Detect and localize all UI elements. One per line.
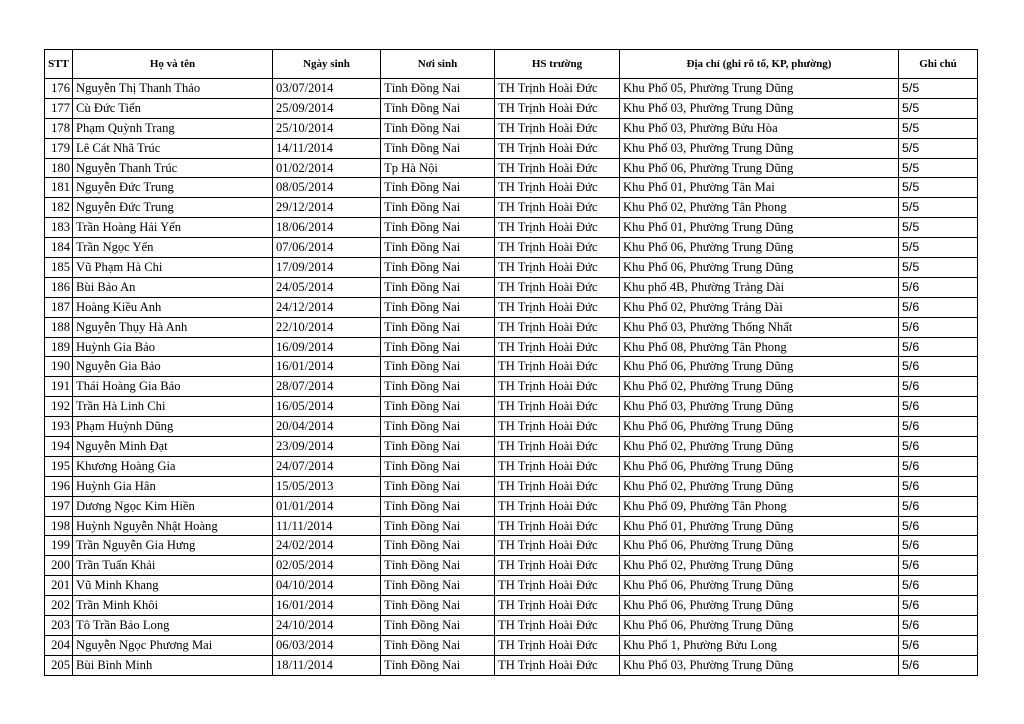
cell-birthplace: Tỉnh Đồng Nai: [381, 437, 495, 457]
cell-note: 5/6: [899, 516, 978, 536]
cell-birthdate: 01/02/2014: [273, 158, 381, 178]
cell-birthdate: 25/09/2014: [273, 98, 381, 118]
cell-note: 5/6: [899, 417, 978, 437]
cell-note: 5/5: [899, 138, 978, 158]
cell-school: TH Trịnh Hoài Đức: [495, 218, 620, 238]
cell-stt: 181: [45, 178, 73, 198]
cell-birthplace: Tỉnh Đồng Nai: [381, 576, 495, 596]
cell-birthplace: Tỉnh Đồng Nai: [381, 616, 495, 636]
cell-address: Khu Phố 02, Phường Trung Dũng: [620, 556, 899, 576]
cell-address: Khu Phố 01, Phường Tân Mai: [620, 178, 899, 198]
cell-name: Vũ Minh Khang: [73, 576, 273, 596]
cell-stt: 193: [45, 417, 73, 437]
cell-name: Phạm Quỳnh Trang: [73, 118, 273, 138]
cell-birthplace: Tỉnh Đồng Nai: [381, 218, 495, 238]
cell-school: TH Trịnh Hoài Đức: [495, 556, 620, 576]
table-row: [45, 98, 978, 118]
cell-birthdate: 24/02/2014: [273, 536, 381, 556]
cell-address: Khu Phố 02, Phường Trung Dũng: [620, 476, 899, 496]
cell-note: 5/6: [899, 437, 978, 457]
cell-school: TH Trịnh Hoài Đức: [495, 377, 620, 397]
table-row: [45, 437, 978, 457]
cell-address: Khu Phố 06, Phường Trung Dũng: [620, 258, 899, 278]
cell-address: Khu Phố 06, Phường Trung Dũng: [620, 616, 899, 636]
cell-name: Phạm Huỳnh Dũng: [73, 417, 273, 437]
cell-birthplace: Tỉnh Đồng Nai: [381, 357, 495, 377]
cell-name: Huỳnh Nguyễn Nhật Hoàng: [73, 516, 273, 536]
cell-note: 5/5: [899, 218, 978, 238]
cell-birthdate: 24/07/2014: [273, 456, 381, 476]
cell-school: TH Trịnh Hoài Đức: [495, 98, 620, 118]
cell-name: Huỳnh Gia Hân: [73, 476, 273, 496]
cell-birthdate: 04/10/2014: [273, 576, 381, 596]
cell-address: Khu Phố 09, Phường Tân Phong: [620, 496, 899, 516]
cell-address: Khu Phố 06, Phường Trung Dũng: [620, 238, 899, 258]
cell-address: Khu Phố 05, Phường Trung Dũng: [620, 79, 899, 99]
cell-address: Khu Phố 03, Phường Trung Dũng: [620, 138, 899, 158]
cell-stt: 192: [45, 397, 73, 417]
cell-note: 5/6: [899, 357, 978, 377]
cell-school: TH Trịnh Hoài Đức: [495, 297, 620, 317]
table-row: [45, 576, 978, 596]
cell-birthplace: Tỉnh Đồng Nai: [381, 79, 495, 99]
cell-school: TH Trịnh Hoài Đức: [495, 496, 620, 516]
cell-note: 5/6: [899, 456, 978, 476]
cell-school: TH Trịnh Hoài Đức: [495, 258, 620, 278]
table-row: [45, 635, 978, 655]
cell-stt: 178: [45, 118, 73, 138]
cell-birthplace: Tỉnh Đồng Nai: [381, 596, 495, 616]
cell-name: Nguyễn Thị Thanh Thảo: [73, 79, 273, 99]
cell-note: 5/5: [899, 118, 978, 138]
cell-school: TH Trịnh Hoài Đức: [495, 198, 620, 218]
cell-name: Bùi Bình Minh: [73, 655, 273, 675]
cell-birthplace: Tỉnh Đồng Nai: [381, 655, 495, 675]
col-header-birthdate: Ngày sinh: [273, 50, 381, 79]
cell-stt: 185: [45, 258, 73, 278]
table-row: [45, 337, 978, 357]
cell-name: Nguyễn Gia Bảo: [73, 357, 273, 377]
cell-birthplace: Tỉnh Đồng Nai: [381, 556, 495, 576]
cell-birthdate: 18/11/2014: [273, 655, 381, 675]
table-row: [45, 158, 978, 178]
cell-name: Nguyễn Ngọc Phương Mai: [73, 635, 273, 655]
cell-address: Khu Phố 08, Phường Tân Phong: [620, 337, 899, 357]
cell-birthdate: 11/11/2014: [273, 516, 381, 536]
cell-birthplace: Tỉnh Đồng Nai: [381, 98, 495, 118]
cell-birthdate: 24/10/2014: [273, 616, 381, 636]
table-row: [45, 277, 978, 297]
cell-name: Trần Tuấn Khải: [73, 556, 273, 576]
cell-birthdate: 16/05/2014: [273, 397, 381, 417]
col-header-birthplace: Nơi sinh: [381, 50, 495, 79]
cell-school: TH Trịnh Hoài Đức: [495, 158, 620, 178]
cell-address: Khu Phố 02, Phường Trung Dũng: [620, 437, 899, 457]
cell-school: TH Trịnh Hoài Đức: [495, 655, 620, 675]
cell-note: 5/6: [899, 337, 978, 357]
cell-birthplace: Tỉnh Đồng Nai: [381, 317, 495, 337]
cell-address: Khu Phố 06, Phường Trung Dũng: [620, 417, 899, 437]
table-row: [45, 496, 978, 516]
cell-school: TH Trịnh Hoài Đức: [495, 635, 620, 655]
cell-address: Khu Phố 02, Phường Tân Phong: [620, 198, 899, 218]
cell-school: TH Trịnh Hoài Đức: [495, 178, 620, 198]
table-row: [45, 218, 978, 238]
col-header-address: Địa chỉ (ghi rõ tổ, KP, phường): [620, 50, 899, 79]
cell-stt: 191: [45, 377, 73, 397]
cell-school: TH Trịnh Hoài Đức: [495, 317, 620, 337]
cell-school: TH Trịnh Hoài Đức: [495, 516, 620, 536]
cell-stt: 188: [45, 317, 73, 337]
table-row: [45, 297, 978, 317]
cell-name: Nguyễn Thụy Hà Anh: [73, 317, 273, 337]
cell-address: Khu Phố 03, Phường Thống Nhất: [620, 317, 899, 337]
cell-note: 5/6: [899, 317, 978, 337]
cell-school: TH Trịnh Hoài Đức: [495, 476, 620, 496]
cell-address: Khu Phố 01, Phường Trung Dũng: [620, 516, 899, 536]
cell-birthdate: 29/12/2014: [273, 198, 381, 218]
cell-birthplace: Tỉnh Đồng Nai: [381, 297, 495, 317]
cell-note: 5/6: [899, 635, 978, 655]
table-row: [45, 536, 978, 556]
cell-address: Khu Phố 06, Phường Trung Dũng: [620, 456, 899, 476]
cell-name: Trần Ngọc Yến: [73, 238, 273, 258]
cell-birthdate: 24/12/2014: [273, 297, 381, 317]
cell-birthplace: Tỉnh Đồng Nai: [381, 417, 495, 437]
cell-school: TH Trịnh Hoài Đức: [495, 576, 620, 596]
table-row: [45, 616, 978, 636]
cell-address: Khu phố 4B, Phường Trảng Dài: [620, 277, 899, 297]
cell-note: 5/5: [899, 198, 978, 218]
table-row: [45, 476, 978, 496]
cell-stt: 195: [45, 456, 73, 476]
cell-birthplace: Tỉnh Đồng Nai: [381, 337, 495, 357]
cell-note: 5/6: [899, 616, 978, 636]
cell-stt: 204: [45, 635, 73, 655]
cell-school: TH Trịnh Hoài Đức: [495, 397, 620, 417]
cell-note: 5/6: [899, 576, 978, 596]
cell-address: Khu Phố 1, Phường Bửu Long: [620, 635, 899, 655]
cell-birthplace: Tỉnh Đồng Nai: [381, 178, 495, 198]
cell-note: 5/6: [899, 297, 978, 317]
cell-address: Khu Phố 02, Phường Trung Dũng: [620, 377, 899, 397]
cell-name: Khương Hoàng Gia: [73, 456, 273, 476]
cell-birthdate: 03/07/2014: [273, 79, 381, 99]
cell-birthplace: Tp Hà Nội: [381, 158, 495, 178]
cell-name: Dương Ngọc Kim Hiền: [73, 496, 273, 516]
col-header-name: Họ và tên: [73, 50, 273, 79]
col-header-note: Ghi chú: [899, 50, 978, 79]
cell-birthdate: 01/01/2014: [273, 496, 381, 516]
cell-birthplace: Tỉnh Đồng Nai: [381, 258, 495, 278]
cell-birthplace: Tỉnh Đồng Nai: [381, 635, 495, 655]
cell-address: Khu Phố 06, Phường Trung Dũng: [620, 536, 899, 556]
cell-stt: 179: [45, 138, 73, 158]
cell-birthplace: Tỉnh Đồng Nai: [381, 377, 495, 397]
cell-birthdate: 14/11/2014: [273, 138, 381, 158]
cell-note: 5/5: [899, 258, 978, 278]
cell-school: TH Trịnh Hoài Đức: [495, 456, 620, 476]
cell-school: TH Trịnh Hoài Đức: [495, 238, 620, 258]
cell-birthplace: Tỉnh Đồng Nai: [381, 397, 495, 417]
table-row: [45, 516, 978, 536]
cell-address: Khu Phố 02, Phường Trảng Dài: [620, 297, 899, 317]
cell-address: Khu Phố 01, Phường Trung Dũng: [620, 218, 899, 238]
cell-stt: 199: [45, 536, 73, 556]
table-row: [45, 79, 978, 99]
col-header-school: HS trường: [495, 50, 620, 79]
cell-school: TH Trịnh Hoài Đức: [495, 337, 620, 357]
cell-name: Vũ Phạm Hà Chi: [73, 258, 273, 278]
table-body: [45, 79, 978, 676]
cell-name: Cù Đức Tiến: [73, 98, 273, 118]
cell-note: 5/6: [899, 596, 978, 616]
cell-stt: 197: [45, 496, 73, 516]
cell-name: Bùi Bảo An: [73, 277, 273, 297]
table-row: [45, 357, 978, 377]
cell-birthdate: 22/10/2014: [273, 317, 381, 337]
cell-school: TH Trịnh Hoài Đức: [495, 536, 620, 556]
cell-name: Nguyễn Minh Đạt: [73, 437, 273, 457]
cell-school: TH Trịnh Hoài Đức: [495, 138, 620, 158]
table-row: [45, 138, 978, 158]
cell-school: TH Trịnh Hoài Đức: [495, 437, 620, 457]
cell-address: Khu Phố 03, Phường Trung Dũng: [620, 98, 899, 118]
cell-note: 5/6: [899, 476, 978, 496]
cell-name: Nguyễn Thanh Trúc: [73, 158, 273, 178]
cell-stt: 186: [45, 277, 73, 297]
cell-note: 5/5: [899, 158, 978, 178]
cell-name: Trần Nguyễn Gia Hưng: [73, 536, 273, 556]
cell-note: 5/6: [899, 496, 978, 516]
cell-birthplace: Tỉnh Đồng Nai: [381, 536, 495, 556]
table-row: [45, 456, 978, 476]
cell-note: 5/5: [899, 98, 978, 118]
cell-birthdate: 17/09/2014: [273, 258, 381, 278]
cell-birthdate: 25/10/2014: [273, 118, 381, 138]
cell-birthdate: 06/03/2014: [273, 635, 381, 655]
cell-birthplace: Tỉnh Đồng Nai: [381, 118, 495, 138]
table-row: [45, 655, 978, 675]
cell-name: Tô Trần Bảo Long: [73, 616, 273, 636]
cell-note: 5/6: [899, 655, 978, 675]
cell-stt: 194: [45, 437, 73, 457]
cell-school: TH Trịnh Hoài Đức: [495, 417, 620, 437]
cell-stt: 201: [45, 576, 73, 596]
table-row: [45, 238, 978, 258]
cell-birthplace: Tỉnh Đồng Nai: [381, 496, 495, 516]
cell-name: Lê Cát Nhã Trúc: [73, 138, 273, 158]
cell-stt: 190: [45, 357, 73, 377]
cell-note: 5/6: [899, 377, 978, 397]
cell-address: Khu Phố 03, Phường Trung Dũng: [620, 397, 899, 417]
cell-name: Huỳnh Gia Bảo: [73, 337, 273, 357]
table-row: [45, 556, 978, 576]
cell-name: Hoàng Kiều Anh: [73, 297, 273, 317]
cell-name: Nguyễn Đức Trung: [73, 198, 273, 218]
col-header-stt: STT: [45, 50, 73, 79]
table-row: [45, 377, 978, 397]
table-row: [45, 317, 978, 337]
cell-birthdate: 16/01/2014: [273, 357, 381, 377]
student-roster-table: [44, 49, 978, 676]
cell-birthplace: Tỉnh Đồng Nai: [381, 476, 495, 496]
table-row: [45, 596, 978, 616]
table-row: [45, 258, 978, 278]
cell-stt: 187: [45, 297, 73, 317]
cell-stt: 176: [45, 79, 73, 99]
table-header-row: [45, 50, 978, 79]
cell-note: 5/6: [899, 277, 978, 297]
table-row: [45, 397, 978, 417]
cell-note: 5/6: [899, 536, 978, 556]
cell-birthdate: 16/01/2014: [273, 596, 381, 616]
cell-birthdate: 23/09/2014: [273, 437, 381, 457]
cell-stt: 200: [45, 556, 73, 576]
cell-birthdate: 18/06/2014: [273, 218, 381, 238]
cell-stt: 182: [45, 198, 73, 218]
cell-address: Khu Phố 06, Phường Trung Dũng: [620, 357, 899, 377]
cell-birthdate: 24/05/2014: [273, 277, 381, 297]
cell-stt: 196: [45, 476, 73, 496]
cell-name: Nguyễn Đức Trung: [73, 178, 273, 198]
cell-birthplace: Tỉnh Đồng Nai: [381, 277, 495, 297]
cell-name: Thái Hoàng Gia Bảo: [73, 377, 273, 397]
cell-school: TH Trịnh Hoài Đức: [495, 79, 620, 99]
cell-note: 5/5: [899, 79, 978, 99]
cell-stt: 177: [45, 98, 73, 118]
cell-stt: 205: [45, 655, 73, 675]
cell-birthplace: Tỉnh Đồng Nai: [381, 138, 495, 158]
cell-birthdate: 16/09/2014: [273, 337, 381, 357]
cell-stt: 198: [45, 516, 73, 536]
cell-birthdate: 07/06/2014: [273, 238, 381, 258]
cell-birthdate: 28/07/2014: [273, 377, 381, 397]
cell-stt: 184: [45, 238, 73, 258]
cell-stt: 180: [45, 158, 73, 178]
cell-birthdate: 20/04/2014: [273, 417, 381, 437]
cell-address: Khu Phố 06, Phường Trung Dũng: [620, 576, 899, 596]
cell-address: Khu Phố 06, Phường Trung Dũng: [620, 158, 899, 178]
cell-name: Trần Hà Linh Chi: [73, 397, 273, 417]
cell-stt: 189: [45, 337, 73, 357]
cell-address: Khu Phố 03, Phường Trung Dũng: [620, 655, 899, 675]
cell-school: TH Trịnh Hoài Đức: [495, 277, 620, 297]
cell-address: Khu Phố 03, Phường Bửu Hòa: [620, 118, 899, 138]
cell-stt: 183: [45, 218, 73, 238]
cell-name: Trần Hoàng Hải Yến: [73, 218, 273, 238]
cell-address: Khu Phố 06, Phường Trung Dũng: [620, 596, 899, 616]
cell-stt: 202: [45, 596, 73, 616]
cell-birthdate: 08/05/2014: [273, 178, 381, 198]
cell-name: Trần Minh Khôi: [73, 596, 273, 616]
cell-birthplace: Tỉnh Đồng Nai: [381, 456, 495, 476]
cell-birthplace: Tỉnh Đồng Nai: [381, 198, 495, 218]
cell-note: 5/5: [899, 178, 978, 198]
cell-birthdate: 02/05/2014: [273, 556, 381, 576]
cell-note: 5/6: [899, 397, 978, 417]
cell-note: 5/5: [899, 238, 978, 258]
cell-birthplace: Tỉnh Đồng Nai: [381, 516, 495, 536]
cell-school: TH Trịnh Hoài Đức: [495, 357, 620, 377]
cell-school: TH Trịnh Hoài Đức: [495, 616, 620, 636]
table-row: [45, 178, 978, 198]
table-row: [45, 417, 978, 437]
cell-birthplace: Tỉnh Đồng Nai: [381, 238, 495, 258]
cell-stt: 203: [45, 616, 73, 636]
table-row: [45, 118, 978, 138]
cell-birthdate: 15/05/2013: [273, 476, 381, 496]
cell-school: TH Trịnh Hoài Đức: [495, 596, 620, 616]
cell-school: TH Trịnh Hoài Đức: [495, 118, 620, 138]
table-row: [45, 198, 978, 218]
cell-note: 5/6: [899, 556, 978, 576]
